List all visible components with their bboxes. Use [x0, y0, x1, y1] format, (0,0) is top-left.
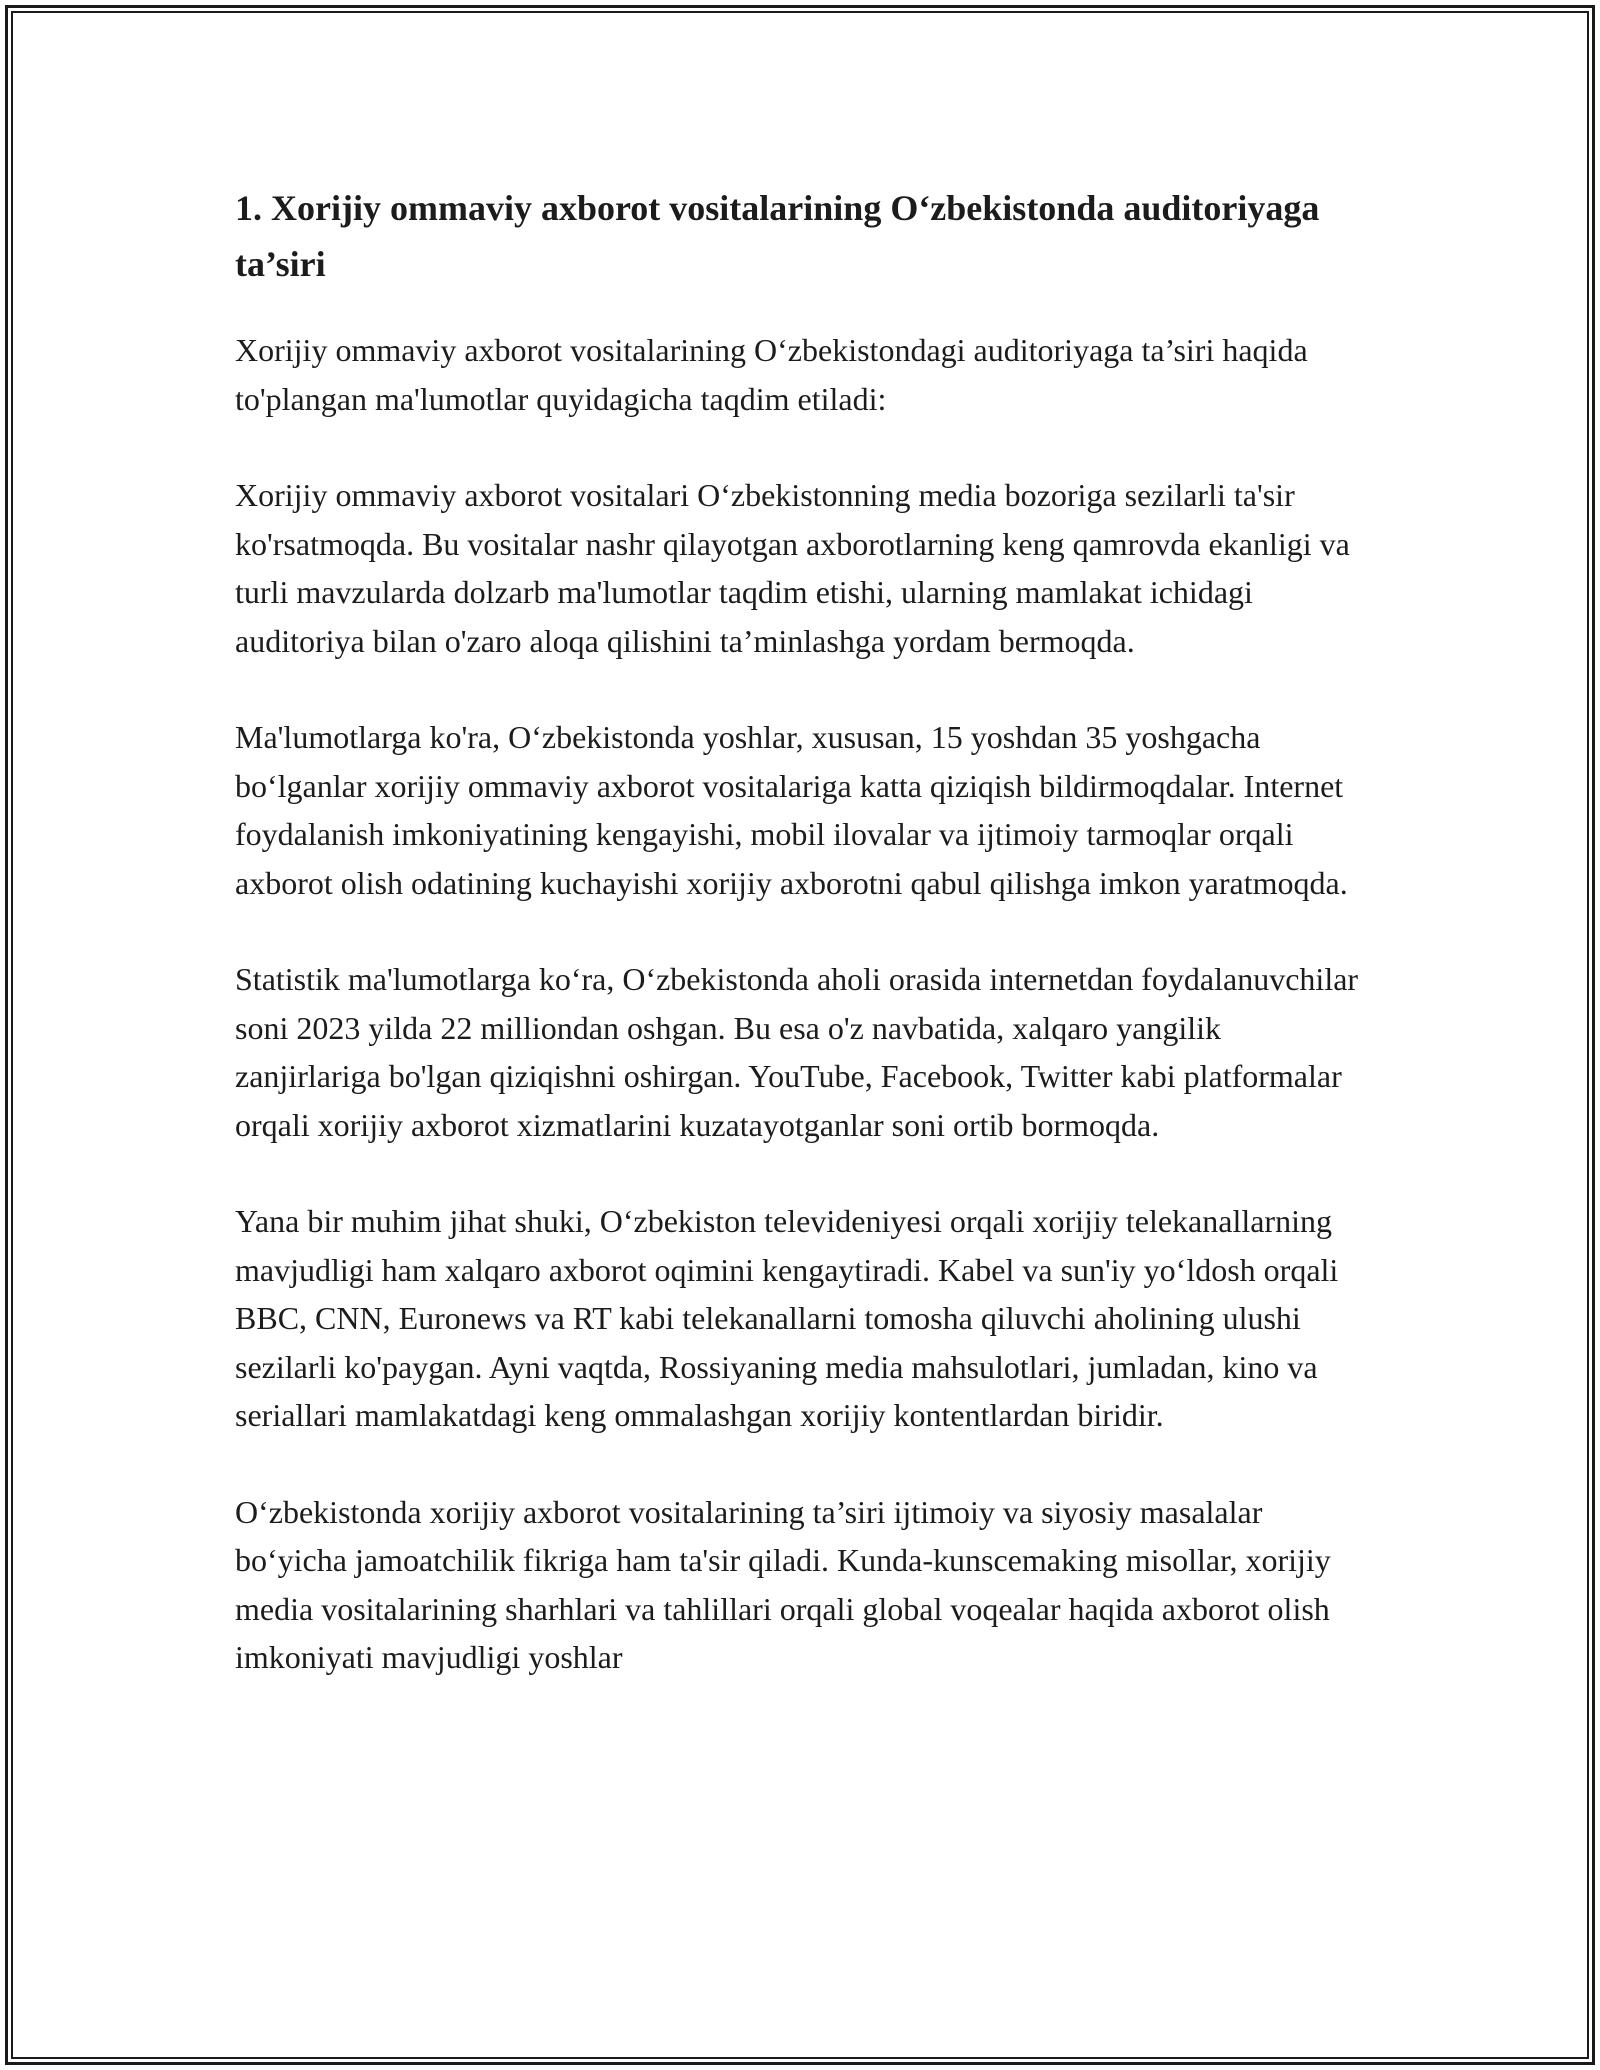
section-heading: 1. Xorijiy ommaviy axborot vositalarining O‘zbekistonda auditoriyaga ta’siri	[235, 188, 1320, 284]
paragraph-television: Yana bir muhim jihat shuki, O‘zbekiston televideniyesi orqali xorijiy telekanallarning mavjudligi ham xalqaro axborot oqimini kengaytiradi. Kabel va sun'iy yo‘ldosh orqali BBC, CNN, Euronews va RT kabi telekanallarni tomosha qiluvchi aholining ulushi sezilarli ko'paygan. Ayni vaqtda, Rossiyaning media mahsulotlari, jumladan, kino va seriallari mamlakatdagi keng ommalashgan xorijiy kontentlardan biridir.	[235, 1203, 1339, 1433]
document-body	[235, 180, 1365, 1682]
paragraph-media-market: Xorijiy ommaviy axborot vositalari O‘zbekistonning media bozoriga sezilarli ta'sir ko'rsatmoqda. Bu vositalar nashr qilayotgan axborotlarning keng qamrovda ekanligi va turli mavzularda dolzarb ma'lumotlar taqdim etishi, ularning mamlakat ichidagi auditoriya bilan o'zaro aloqa qilishini ta’minlashga yordam bermoqda.	[235, 477, 1350, 659]
paragraph-internet-statistics: Statistik ma'lumotlarga ko‘ra, O‘zbekistonda aholi orasida internetdan foydalanuvchilar soni 2023 yilda 22 milliondan oshgan. Bu esa o'z navbatida, xalqaro yangilik zanjirlariga bo'lgan qiziqishni oshirgan. YouTube, Facebook, Twitter kabi platformalar orqali xorijiy axborot xizmatlarini kuzatayotganlar soni ortib bormoqda.	[235, 961, 1359, 1143]
paragraph-public-opinion: O‘zbekistonda xorijiy axborot vositalarining ta’siri ijtimoiy va siyosiy masalalar bo‘yicha jamoatchilik fikriga ham ta'sir qiladi. Kunda-kunscemaking misollar, xorijiy media vositalarining sharhlari va tahlillari orqali global voqealar haqida axborot olish imkoniyati mavjudligi yoshlar	[235, 1493, 1331, 1675]
paragraph-youth-audience: Ma'lumotlarga ko'ra, O‘zbekistonda yoshlar, xususan, 15 yoshdan 35 yoshgacha bo‘lganlar xorijiy ommaviy axborot vositalariga katta qiziqish bildirmoqdalar. Internet foydalanish imkoniyatining kengayishi, mobil ilovalar va ijtimoiy tarmoqlar orqali axborot olish odatining kuchayishi xorijiy axborotni qabul qilishga imkon yaratmoqda.	[235, 719, 1348, 901]
paragraph-intro: Xorijiy ommaviy axborot vositalarining O‘zbekistondagi auditoriyaga ta’siri haqida to'plangan ma'lumotlar quyidagicha taqdim etiladi:	[235, 332, 1308, 417]
